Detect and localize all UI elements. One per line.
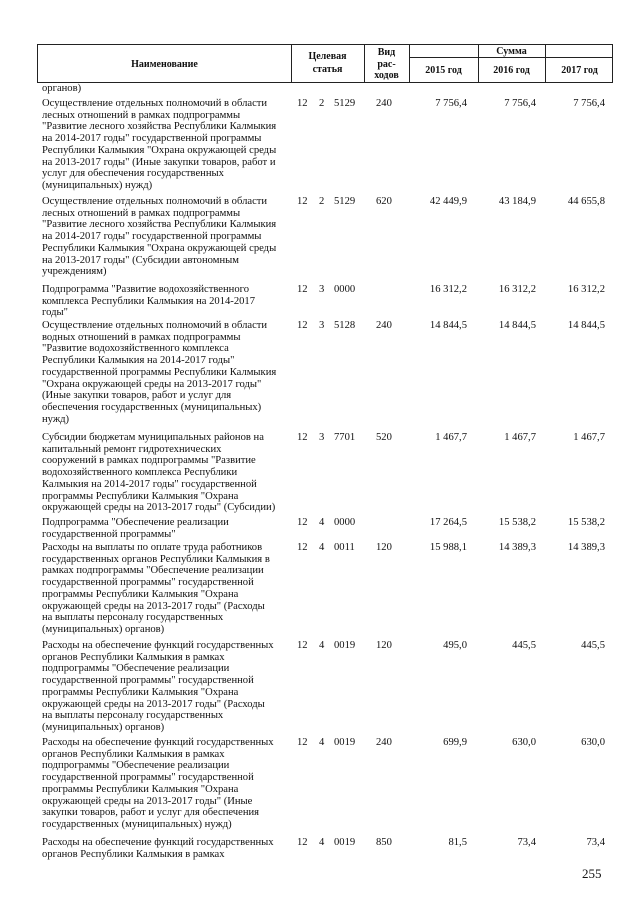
- row-name-line: органов Республики Калмыкия в рамках: [42, 848, 225, 860]
- row-section-code: 12: [297, 837, 308, 848]
- row-name: [42, 432, 282, 514]
- row-section-code: 12: [297, 196, 308, 207]
- row-name-line: Республики Калмыкия "Охрана окружающей среды: [42, 242, 277, 254]
- row-name: [42, 837, 282, 860]
- header-year-2017: 2017 год: [561, 65, 598, 76]
- row-name-line: Субсидии бюджетам муниципальных районов на: [42, 432, 264, 443]
- row-name-line: годы": [42, 307, 68, 319]
- row-target-code: 5129: [334, 98, 356, 109]
- row-name-line: (муниципальных) нужд): [42, 179, 153, 191]
- row-name-line: окружающей среды на 2013-2017 годы" (Расходы: [42, 600, 265, 612]
- row-sum-2017: 44 655,8: [567, 196, 605, 207]
- header-divider: [409, 57, 612, 58]
- header-year-2015: 2015 год: [425, 65, 462, 76]
- row-name-line: Осуществление отдельных полномочий в области: [42, 196, 268, 207]
- header-target-line2: статья: [312, 64, 343, 75]
- row-target-code: 5129: [334, 196, 356, 207]
- row-sum-2017: 630,0: [581, 737, 605, 748]
- row-name-line: программы Республики Калмыкия "Охрана: [42, 588, 239, 600]
- row-name-line: государственной программы" государственной: [42, 577, 254, 589]
- row-sum-2015: 7 756,4: [435, 98, 467, 109]
- row-name-line: "Развитие лесного хозяйства Республики Калмыкия: [42, 219, 277, 231]
- row-name-line: водохозяйственного комплекса Республики: [42, 467, 238, 479]
- row-name-line: Подпрограмма "Обеспечение реализации: [42, 517, 229, 528]
- row-sum-2017: 16 312,2: [567, 284, 605, 295]
- row-name: [42, 320, 282, 425]
- row-name-line: органов Республики Калмыкия в рамках: [42, 651, 225, 663]
- row-target-code: 0019: [334, 837, 356, 848]
- row-expense-type: 520: [376, 432, 392, 443]
- row-name: [42, 640, 282, 734]
- row-name: [42, 737, 282, 831]
- row-subsection-code: 4: [319, 542, 325, 553]
- row-name-line: комплекса Республики Калмыкия на 2014-2017: [42, 295, 256, 307]
- row-name-line: государственной программы": [42, 528, 176, 540]
- row-name-line: государственной программы" государственной: [42, 772, 254, 784]
- row-expense-type: 240: [376, 320, 392, 331]
- row-section-code: 12: [297, 542, 308, 553]
- row-sum-2016: 630,0: [512, 737, 536, 748]
- row-target-code: 7701: [334, 432, 356, 443]
- row-subsection-code: 4: [319, 640, 325, 651]
- row-name-line: Расходы на обеспечение функций государственных: [42, 640, 274, 651]
- row-name-line: (муниципальных) органов): [42, 623, 165, 635]
- row-name-line: Республики Калмыкия на 2014-2017 годы": [42, 355, 235, 367]
- row-name-line: Калмыкия на 2014-2017 годы" государственной: [42, 478, 257, 490]
- row-sum-2015: 1 467,7: [435, 432, 467, 443]
- row-name-line: рамках подпрограммы "Обеспечение реализации: [42, 565, 264, 577]
- row-name-line: на 2013-2017 годы" (Субсидии автономным: [42, 254, 239, 266]
- row-target-code: 0000: [334, 517, 356, 528]
- row-sum-2016: 73,4: [517, 837, 536, 848]
- row-target-code: 0019: [334, 737, 356, 748]
- header-name: Наименование: [131, 59, 198, 70]
- row-name-line: услуг для обеспечения государственных: [42, 168, 224, 180]
- row-sum-2016: 14 389,3: [498, 542, 536, 553]
- row-name-line: на 2013-2017 годы" (Иные закупки товаров, работ и: [42, 156, 276, 168]
- row-name-line: окружающей среды на 2013-2017 годы" (Расходы: [42, 698, 265, 710]
- row-subsection-code: 3: [319, 284, 325, 295]
- row-section-code: 12: [297, 320, 308, 331]
- row-sum-2016: 16 312,2: [498, 284, 536, 295]
- page-number: 255: [582, 866, 602, 881]
- row-name-line: закупки товаров, работ и услуг для обеспечения: [42, 807, 260, 819]
- row-subsection-code: 2: [319, 98, 325, 109]
- row-name: [42, 284, 282, 319]
- row-name-line: водных отношений в рамках подпрограммы: [42, 331, 241, 343]
- row-name-line: программы Республики Калмыкия "Охрана: [42, 686, 239, 698]
- row-subsection-code: 2: [319, 196, 325, 207]
- row-name-line: (Иные закупки товаров, работ и услуг для: [42, 390, 232, 402]
- row-expense-type: 120: [376, 542, 392, 553]
- header-type-line2: рас-: [377, 59, 396, 70]
- row-section-code: 12: [297, 517, 308, 528]
- row-name-line: "Развитие водохозяйственного комплекса: [42, 343, 229, 355]
- row-name: [42, 196, 282, 278]
- row-sum-2015: 495,0: [443, 640, 467, 651]
- row-sum-2017: 7 756,4: [573, 98, 605, 109]
- row-sum-2015: 699,9: [443, 737, 467, 748]
- row-name-line: государственных (муниципальных) нужд): [42, 818, 232, 830]
- row-name-line: (муниципальных) органов): [42, 721, 165, 733]
- row-name-line: Расходы на обеспечение функций государственных: [42, 837, 274, 848]
- row-name-line: на 2014-2017 годы" государственной программы: [42, 231, 262, 243]
- row-expense-type: 240: [376, 737, 392, 748]
- row-sum-2016: 1 467,7: [504, 432, 536, 443]
- row-target-code: 0000: [334, 284, 356, 295]
- row-subsection-code: 4: [319, 737, 325, 748]
- row-sum-2016: 15 538,2: [498, 517, 536, 528]
- row-name-line: государственной программы Республики Калмыкия: [42, 366, 277, 378]
- row-expense-type: 620: [376, 196, 392, 207]
- row-name-line: нужд): [42, 413, 70, 425]
- row-sum-2016: 7 756,4: [504, 98, 536, 109]
- row-name-line: на выплаты персоналу государственных: [42, 612, 224, 624]
- header-target-line1: Целевая: [308, 51, 347, 62]
- row-sum-2017: 73,4: [586, 837, 605, 848]
- row-name-line: государственных органов Республики Калмыкия в: [42, 553, 270, 565]
- row-name-line: капитальный ремонт гидротехнических: [42, 443, 222, 455]
- row-subsection-code: 4: [319, 517, 325, 528]
- row-name-line: Подпрограмма "Развитие водохозяйственного: [42, 284, 249, 295]
- row-sum-2016: 445,5: [512, 640, 536, 651]
- row-sum-2017: 445,5: [581, 640, 605, 651]
- row-name-line: Осуществление отдельных полномочий в области: [42, 98, 268, 109]
- row-name-line: программы Республики Калмыкия "Охрана: [42, 783, 239, 795]
- row-name-line: программы Республики Калмыкия "Охрана: [42, 490, 239, 502]
- row-section-code: 12: [297, 284, 308, 295]
- row-sum-2017: 15 538,2: [567, 517, 605, 528]
- row-subsection-code: 4: [319, 837, 325, 848]
- row-name: [42, 542, 282, 636]
- header-type-line1: Вид: [377, 47, 396, 58]
- table-header: [37, 44, 613, 83]
- row-section-code: 12: [297, 98, 308, 109]
- row-name-line: "Охрана окружающей среды на 2013-2017 годы": [42, 378, 262, 390]
- row-name-line: окружающей среды на 2013-2017 годы" (Иные: [42, 795, 253, 807]
- row-name-line: подпрограммы "Обеспечение реализации: [42, 663, 230, 675]
- row-name-line: обеспечения государственных (муниципальных): [42, 401, 262, 413]
- row-target-code: 0011: [334, 542, 355, 553]
- row-name-line: учреждениям): [42, 266, 107, 278]
- row-subsection-code: 3: [319, 320, 325, 331]
- row-sum-2017: 14 389,3: [567, 542, 605, 553]
- row-name-line: лесных отношений в рамках подпрограммы: [42, 109, 241, 121]
- row-name-line: Расходы на обеспечение функций государственных: [42, 737, 274, 748]
- row-sum-2015: 81,5: [448, 837, 467, 848]
- row-sum-2016: 43 184,9: [498, 196, 536, 207]
- row-sum-2017: 14 844,5: [567, 320, 605, 331]
- row-name-line: органов): [42, 83, 82, 94]
- row-section-code: 12: [297, 432, 308, 443]
- row-name-line: "Развитие лесного хозяйства Республики Калмыкия: [42, 121, 277, 133]
- header-year-2016: 2016 год: [493, 65, 530, 76]
- row-name-line: Республики Калмыкия "Охрана окружающей среды: [42, 144, 277, 156]
- row-sum-2016: 14 844,5: [498, 320, 536, 331]
- row-name-line: государственной программы" государственной: [42, 675, 254, 687]
- row-name-line: Расходы на выплаты по оплате труда работников: [42, 542, 263, 553]
- row-section-code: 12: [297, 640, 308, 651]
- row-name-line: лесных отношений в рамках подпрограммы: [42, 207, 241, 219]
- row-sum-2015: 42 449,9: [429, 196, 467, 207]
- row-name: [42, 83, 282, 95]
- row-name-line: сооружений в рамках подпрограммы "Развитие: [42, 455, 256, 467]
- row-name-line: органов Республики Калмыкия в рамках: [42, 748, 225, 760]
- row-target-code: 5128: [334, 320, 356, 331]
- row-name: [42, 517, 282, 540]
- row-section-code: 12: [297, 737, 308, 748]
- row-expense-type: 850: [376, 837, 392, 848]
- row-name-line: на выплаты персоналу государственных: [42, 710, 224, 722]
- row-sum-2015: 14 844,5: [429, 320, 467, 331]
- row-sum-2015: 17 264,5: [429, 517, 467, 528]
- header-type-line3: ходов: [374, 70, 399, 81]
- header-sum: Сумма: [496, 46, 527, 57]
- row-sum-2015: 15 988,1: [429, 542, 467, 553]
- row-name: [42, 98, 282, 192]
- row-name-line: подпрограммы "Обеспечение реализации: [42, 760, 230, 772]
- row-sum-2015: 16 312,2: [429, 284, 467, 295]
- row-name-line: на 2014-2017 годы" государственной программы: [42, 133, 262, 145]
- row-sum-2017: 1 467,7: [573, 432, 605, 443]
- row-expense-type: 120: [376, 640, 392, 651]
- row-subsection-code: 3: [319, 432, 325, 443]
- row-name-line: Осуществление отдельных полномочий в области: [42, 320, 268, 331]
- row-expense-type: 240: [376, 98, 392, 109]
- row-target-code: 0019: [334, 640, 356, 651]
- row-name-line: окружающей среды на 2013-2017 годы" (Субсидии): [42, 502, 276, 514]
